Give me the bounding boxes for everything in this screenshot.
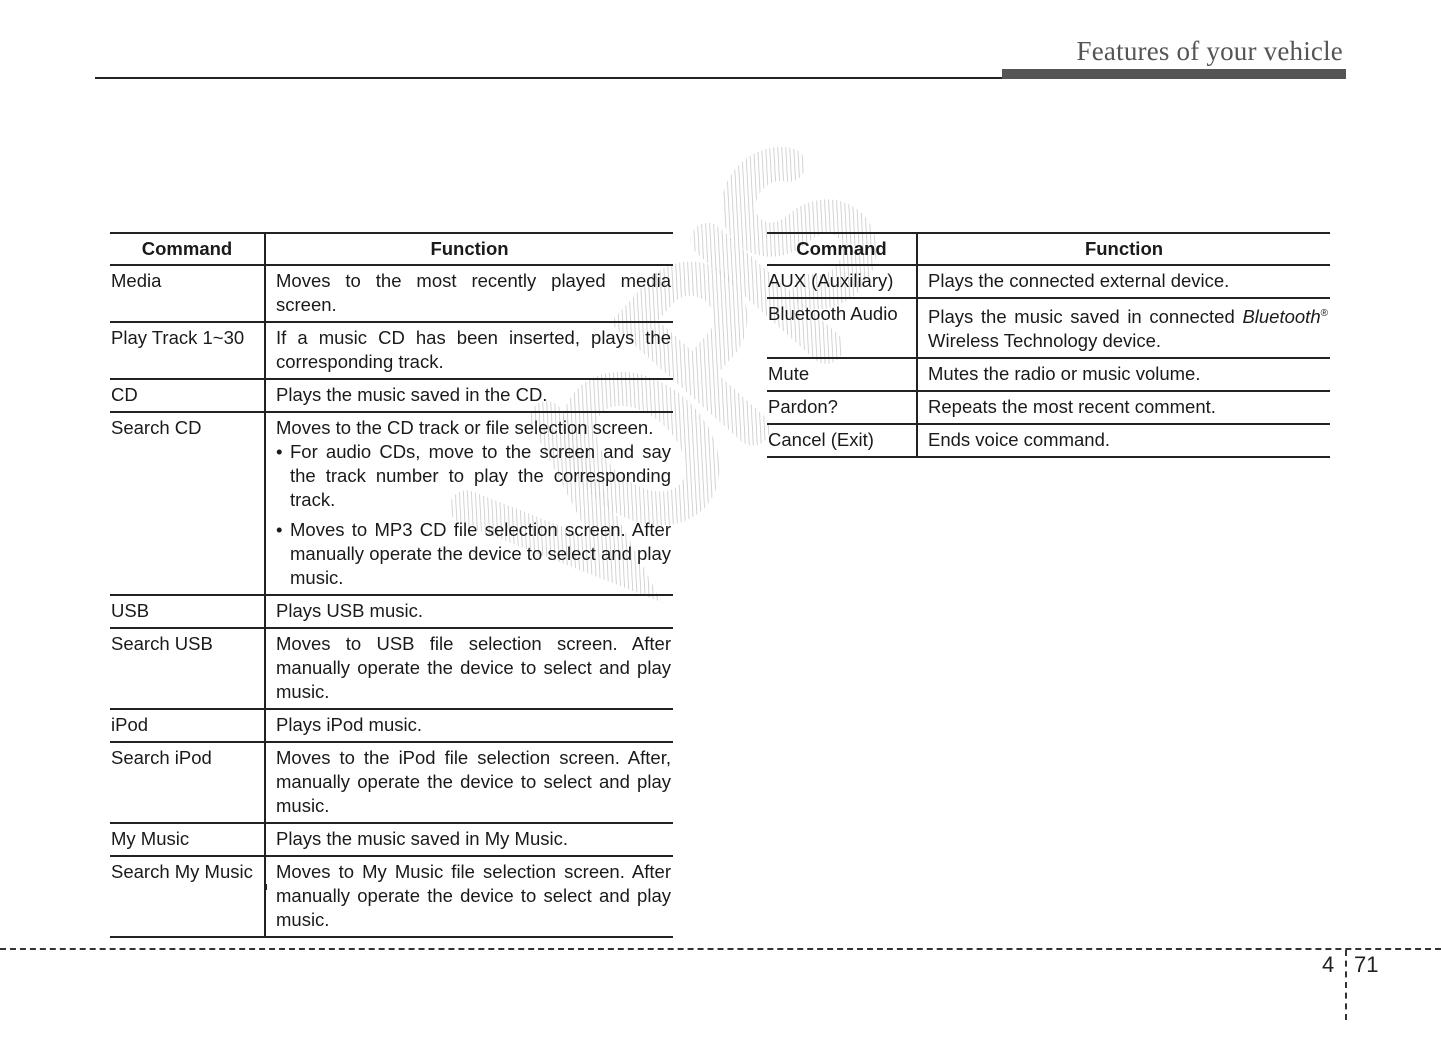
table-row [110,595,673,628]
command-cell: Media [110,265,265,322]
column-header-command: Command [110,233,265,265]
command-cell: Search CD [110,412,265,595]
bullet-item: • Moves to MP3 CD file selection screen. After manually operate the device to select and play music. [276,518,671,590]
page-header-title: Features of your vehicle [1076,36,1343,66]
command-cell: Cancel (Exit) [767,424,917,457]
function-cell: Plays USB music. [265,595,673,628]
voice-command-table-left [110,232,673,938]
table-row [110,823,673,856]
function-cell [265,412,673,595]
page-number: 71 [1354,952,1379,977]
command-cell: USB [110,595,265,628]
header-accent-bar [1002,69,1346,79]
bullet-list [276,440,671,590]
table-row [110,322,673,379]
column-header-command: Command [767,233,917,265]
voice-command-table-right [767,232,1330,458]
command-cell: Bluetooth Audio [767,298,917,358]
header-rule [95,77,1002,79]
function-cell: Ends voice command. [917,424,1330,457]
page-number-separator [1345,950,1347,1020]
column-header-function: Function [917,233,1330,265]
registered-mark-icon: ® [1320,308,1328,319]
table-row [110,628,673,709]
table-row [110,412,673,595]
column-header-function: Function [265,233,673,265]
function-text: Wireless Technology device. [928,330,1162,352]
bullet-item: • For audio CDs, move to the screen and say the track number to play the corresponding track. [276,440,671,512]
bluetooth-trademark-text: Bluetooth [1242,306,1321,328]
footer-dashed-rule [0,948,1441,950]
table-row [110,265,673,322]
table-row [110,856,673,937]
function-cell: Plays the music saved in My Music. [265,823,673,856]
function-cell [917,298,1330,358]
table-row [767,391,1330,424]
function-text: Moves to the CD track or file selection screen. [276,417,654,438]
function-cell: If a music CD has been inserted, plays the corresponding track. [265,322,673,379]
function-cell: Moves to the iPod file selection screen. After, manually operate the device to select and play music. [265,742,673,823]
function-cell: Plays iPod music. [265,709,673,742]
table-divider-tail [265,884,267,890]
table-row [110,709,673,742]
function-cell: Moves to My Music file selection screen. After manually operate the device to select and play music. [265,856,673,937]
function-text: Plays the music saved in connected [928,306,1243,328]
table-row [767,265,1330,298]
table-row [110,379,673,412]
function-cell: Plays the connected external device. [917,265,1330,298]
command-cell: Mute [767,358,917,391]
command-cell: CD [110,379,265,412]
command-cell: iPod [110,709,265,742]
command-cell: Play Track 1~30 [110,322,265,379]
command-cell: Search USB [110,628,265,709]
function-cell: Plays the music saved in the CD. [265,379,673,412]
command-cell: Search iPod [110,742,265,823]
table-row [767,298,1330,358]
function-cell: Moves to the most recently played media screen. [265,265,673,322]
command-cell: My Music [110,823,265,856]
function-cell: Mutes the radio or music volume. [917,358,1330,391]
command-cell: Pardon? [767,391,917,424]
table-row [767,424,1330,457]
command-cell: Search My Music [110,856,265,937]
function-cell: Moves to USB file selection screen. After manually operate the device to select and play music. [265,628,673,709]
table-row [767,358,1330,391]
chapter-number: 4 [1322,952,1335,977]
function-cell: Repeats the most recent comment. [917,391,1330,424]
command-cell: AUX (Auxiliary) [767,265,917,298]
table-row [110,742,673,823]
